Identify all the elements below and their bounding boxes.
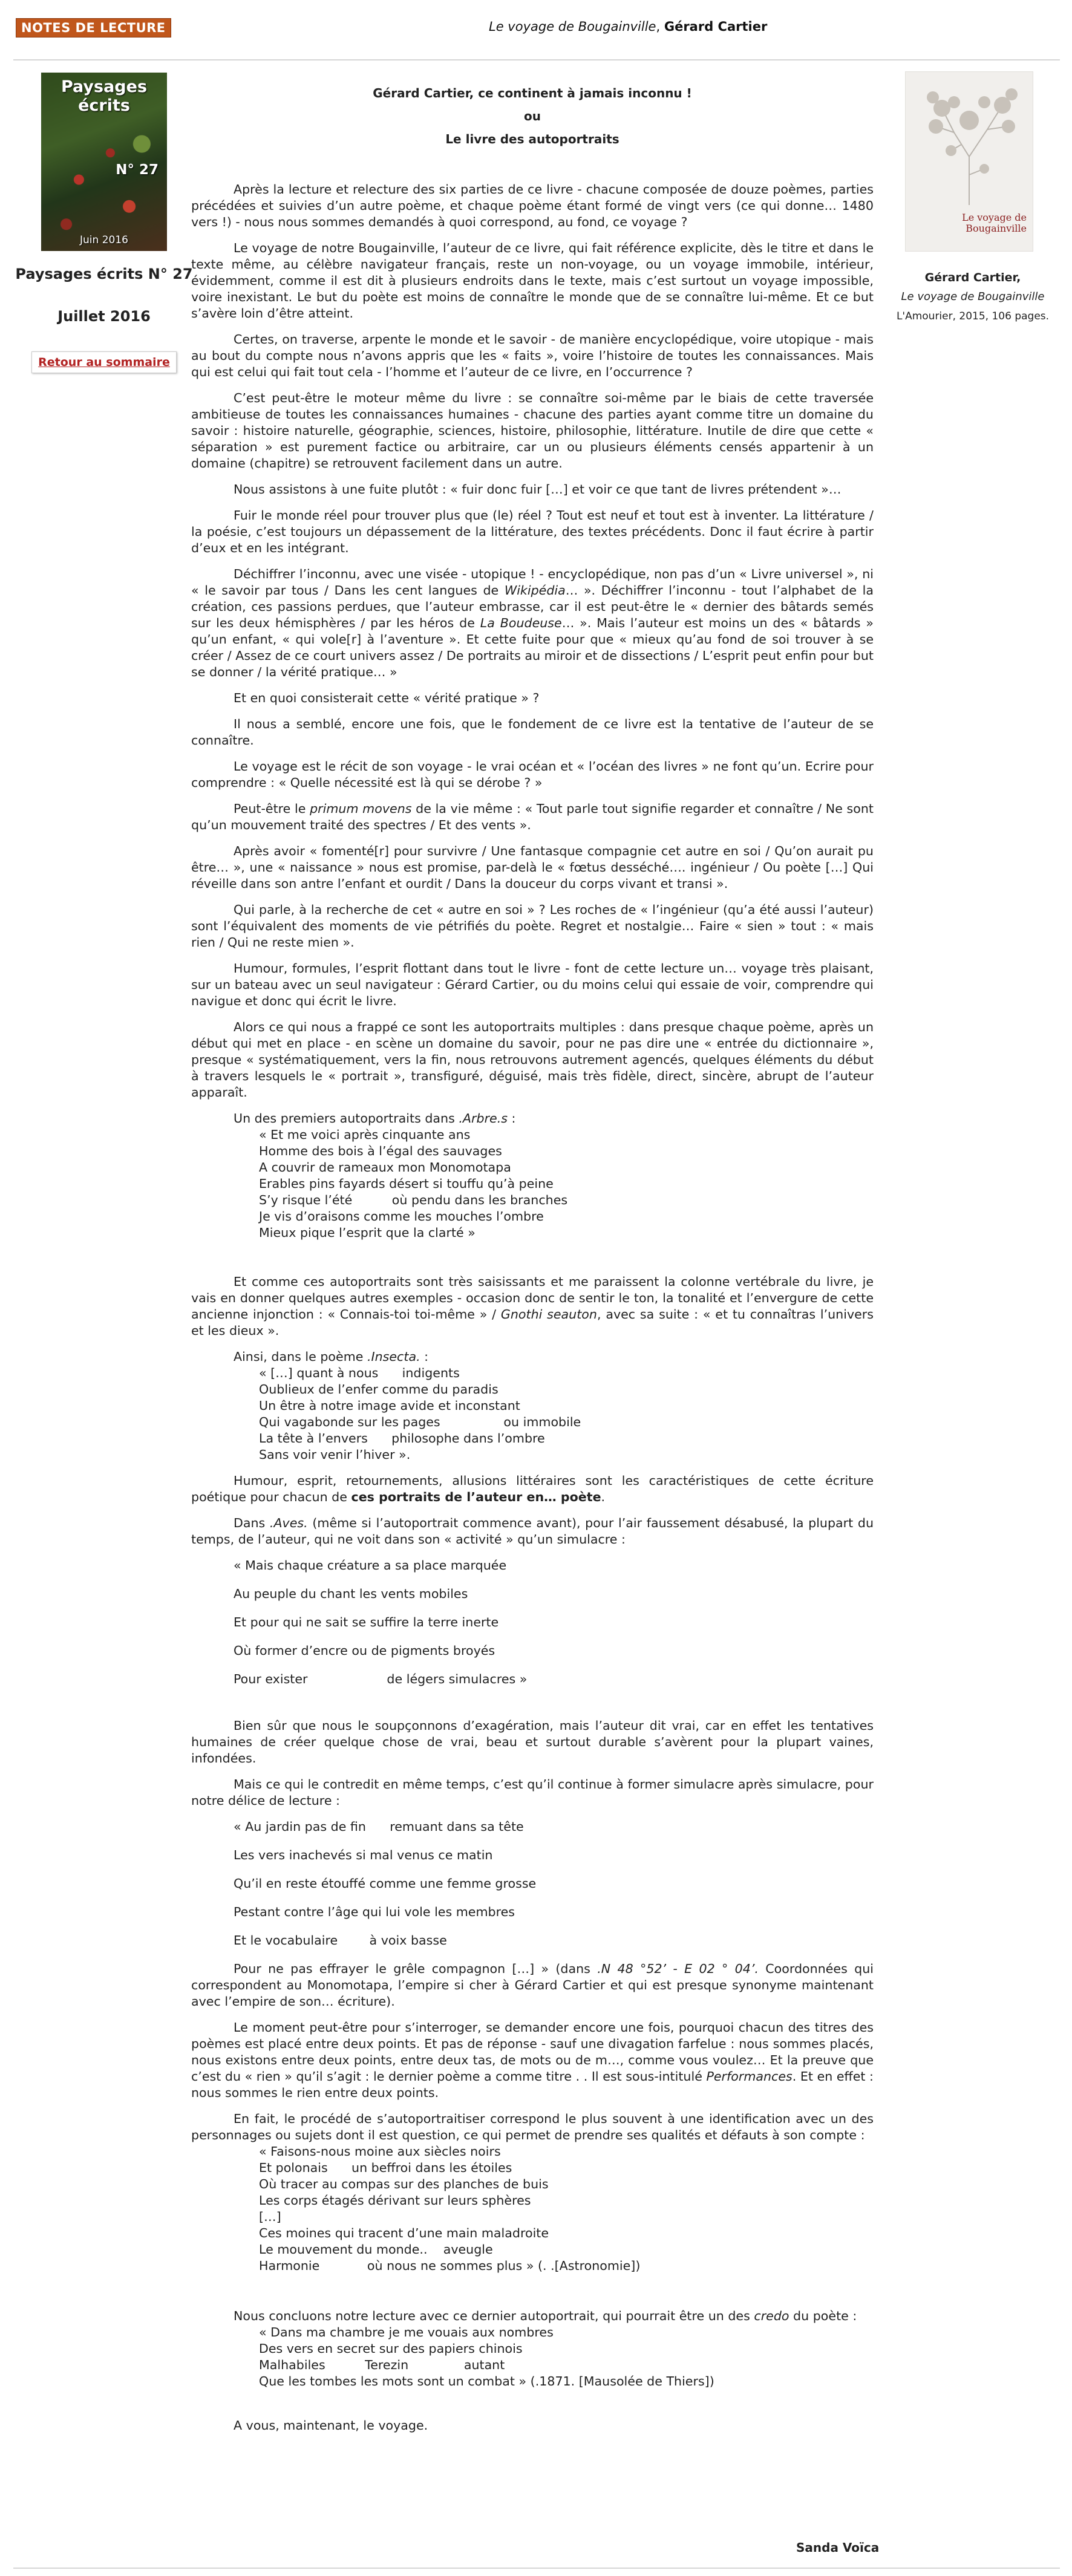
book-ref-author: Gérard Cartier [664,19,768,34]
paragraph: Le voyage de notre Bougainville, l’auteur de ce livre, qui fait référence explicite, dès le titre et dans le texte même, au célèbre navigateur français, reste un non-voyage, ou un voyage immobile, intérieur, évidemment, comme il est dit à plusieurs endroits dans le texte, mais c’est surtout un voyage impossible, voire inexistant. Le but du poète est moins de connaître le monde que de se connaître lui-même. Et ce but s’avère loin d’être atteint. [191,241,874,321]
book-reference [489,19,767,34]
paragraph: Qui parle, à la recherche de cet « autre en soi » ? Les roches de « l’ingénieur (qu’a été aussi l’auteur) sont l’équivalent des moments de vie pétrifiés du poète. Regret et nostalgie… Faire « sien » tout : « mais rien / Qui ne reste mien ». [191,902,874,950]
tree-illustration-icon [918,84,1021,205]
cover-number: N° 27 [116,162,159,178]
paragraph: Peut-être le primum movens de la vie même : « Tout parle tout signifie regarder et connaître / Ne sont qu’un mouvement traité des spectres / Et des vents ». [191,801,874,832]
paragraph: En fait, le procédé de s’autoportraitiser correspond le plus souvent à une identification avec un des personnages ou sujets dont il est question, ce qui permet de prendre ses qualités et défauts à son compte : [191,2111,874,2142]
paragraph: Humour, esprit, retournements, allusions littéraires sont les caractéristiques de cette écriture poétique pour chacun de ces portraits de l’auteur en… poète. [191,1473,874,1504]
paragraph: Après la lecture et relecture des six parties de ce livre - chacune composée de douze poèmes, parties précédées et suivies d’un autre poème, et chaque poème étant formé de vingt vers (ce qui donne… 1480 vers !) - nous nous sommes demandés à quoi correspond, au fond, ce voyage ? [191,182,874,229]
article-title: Gérard Cartier, ce continent à jamais inconnu ! [373,86,692,100]
paragraph: Le moment peut-être pour s’interroger, se demander encore une fois, pourquoi chacun des titres des poèmes est placé entre deux points. Et pas de réponse - sauf une divagation farfelue : nous sommes placés, nous existons entre deux points, entre deux tas, de mots ou de m…, comme vous voulez… Et la preuve que c’est du « rien » qu’il s’agit : le dernier poème a comme titre . . Il est sous-intitulé Performances. Et en effet : nous sommes le rien entre deux points. [191,2020,874,2100]
left-sidebar [13,73,195,373]
article-body [191,85,874,2444]
quote-line: Au peuple du chant les vents mobiles [234,1586,468,1601]
cover-title: Paysages écrits [60,77,148,115]
poem-intro: Un des premiers autoportraits dans .Arbre.s : [234,1111,516,1126]
paragraph: Bien sûr que nous le soupçonnons d’exagération, mais l’auteur dit vrai, car en effet les tentatives humaines de créer quelque chose de vrai, beau et surtout durable s’avèrent pour la plupart vaines, infondées. [191,1718,874,1766]
paragraph: Mais ce qui le contredit en même temps, c’est qu’il continue à former simulacre après simulacre, pour notre délice de lecture : [191,1777,874,1808]
back-to-summary-link[interactable]: Retour au sommaire [31,351,177,373]
issue-date: Juillet 2016 [57,308,151,325]
poem-quote: « Et me voici après cinquante ans Homme des bois à l’égal des sauvages A couvrir de rameaux mon Monomotapa Erables pins fayards désert si touffu qu’à peine S’y risque l’été où pendu dans les branches Je vis d’oraisons comme les mouches l’ombre Mieux pique l’esprit que la clarté » [259,1127,568,1240]
paragraph: Et comme ces autoportraits sont très saisissants et me paraissent la colonne vertébrale du livre, je vais en donner quelques autres exemples - occasion donc de sentir le ton, la tonalité et l’envergure de cette ancienne injonction : « Connais-toi toi-même » / Gnothi seauton, avec sa suite : « et tu connaîtras l’univers et les dieux ». [191,1274,874,1338]
issue-label: Paysages écrits N° 27 [15,266,193,282]
magazine-cover-image[interactable] [41,73,167,251]
paragraph: Après avoir « fomenté[r] pour survivre / Une fantasque compagnie cet autre en soi / Qu’on aurait pu être… », une « naissance » nous est promise, par-delà le « fœtus desséché…. ingénieur / Ou poète […] Qui réveille dans son antre l’enfant et ourdit / Dans la douceur du corps vivant et transi ». [191,844,874,891]
poem-quote: « Dans ma chambre je me vouais aux nombres Des vers en secret sur des papiers chinois Malhabiles Terezin autant Que les tombes les mots sont un combat » (.1871. [Mausolée de Thiers]) [259,2325,714,2389]
paragraph: Dans .Aves. (même si l’autoportrait commence avant), pour l’air faussement désabusé, la plupart du temps, de l’auteur, qui ne voit dans son « activité » qu’un simulacre : [191,1516,874,1547]
quote-line: Et le vocabulaire à voix basse [234,1933,447,1948]
book-ref-title: Le voyage de Bougainville [489,19,656,34]
author-signature: Sanda Voïca [796,2540,880,2555]
book-title: Le voyage de Bougainville [901,290,1045,303]
article-title-block [191,85,874,148]
quote-line: Pestant contre l’âge qui lui vole les membres [234,1905,515,1919]
bottom-divider [13,2568,1060,2569]
book-author: Gérard Cartier, [924,271,1021,284]
right-sidebar [882,71,1064,322]
paragraph: Nous concluons notre lecture avec ce dernier autoportrait, qui pourrait être un des credo du poète : [234,2309,857,2323]
paragraph: Et en quoi consisterait cette « vérité pratique » ? [234,691,540,705]
poem-quote: « Faisons-nous moine aux siècles noirs Et polonais un beffroi dans les étoiles Où tracer au compas sur des planches de buis Les corps étagés dérivant sur leurs sphères […] Ces moines qui tracent d’une main maladroite Le mouvement du monde.. aveugle Harmonie où nous ne sommes plus » (. .[Astronomie]) [259,2144,641,2273]
quote-line: Les vers inachevés si mal venus ce matin [234,1848,493,1862]
paragraph: Alors ce qui nous a frappé ce sont les autoportraits multiples : dans presque chaque poème, après un début qui met en place - en scène un domaine du savoir, pour ne pas dire une « entrée du dictionnaire », presque « systématiquement, vers la fin, nous retrouvons autrement agencés, quelques éléments du début à travers lesquels le « portrait », transfiguré, déguisé, mais très fidèle, direct, sincère, abrupt de l’auteur apparaît. [191,1020,874,1100]
paragraph: Le voyage est le récit de son voyage - le vrai océan et « l’océan des livres » ne font qu’un. Ecrire pour comprendre : « Quelle nécessité est là qui se dérobe ? » [191,759,874,790]
paragraph: C’est peut-être le moteur même du livre : se connaître soi-même par le biais de cette traversée ambitieuse de toutes les connaissances humaines - chacune des parties ayant comme titre un domaine du savoir : histoire naturelle, géographie, sciences, histoire, philosophie, littérature. Inutile de dire que cette « séparation » est purement factice ou arbitraire, car un ou plusieurs éléments censés appartenir à un domaine (chapitre) se retrouvent facilement dans un autre. [191,391,874,471]
quote-line: Et pour qui ne sait se suffire la terre inerte [234,1615,499,1629]
closing-line: A vous, maintenant, le voyage. [234,2418,428,2433]
top-divider [13,59,1060,60]
paragraph: Fuir le monde réel pour trouver plus que (le) réel ? Tout est neuf et tout est à inventer. La littérature / la poésie, c’est toujours un dépassement de la littérature, des textes précédents. Donc il faut écrire à partir d’eux et en les intégrant. [191,508,874,555]
poem-quote: « […] quant à nous indigents Oublieux de l’enfer comme du paradis Un être à notre image avide et inconstant Qui vagabonde sur les pages ou immobile La tête à l’envers philosophe dans l’ombre Sans voir venir l’hiver ». [259,1366,581,1462]
paragraph: Déchiffrer l’inconnu, avec une visée - utopique ! - encyclopédique, non pas d’un « Livre universel », ni « le savoir par tous / Dans les cent langues de Wikipédia… ». Déchiffrer l’inconnu - tout l’alphabet de la création, ces passions perdues, que l’auteur embrasse, car il est peut-être le « dernier des bâtards semés sur les deux hémisphères / par les héros de La Boudeuse… ». Mais l’auteur est moins un des « bâtards » qu’un enfant, « qui vole[r] à l’aventure ». Et cette fuite pour que « mieux qu’au fond de soi trouver à se créer / Assez de ce court univers assez / De portraits au miroir et de dissections / L’esprit peut enfin pour but se donner / la vérité pratique… » [191,567,874,679]
quote-line: « Au jardin pas de fin remuant dans sa tête [234,1819,524,1834]
quote-line: Pour exister de légers simulacres » [234,1672,528,1686]
page-header [0,0,1072,58]
book-cover-image [905,71,1033,252]
article-subtitle: Le livre des autoportraits [445,132,619,146]
quote-line: Où former d’encre ou de pigments broyés [234,1643,495,1658]
paragraph: Il nous a semblé, encore une fois, que le fondement de ce livre est la tentative de l’auteur de se connaître. [191,717,874,748]
paragraph: Pour ne pas effrayer le grêle compagnon […] » (dans .N 48 °52’ - E 02 ° 04’. Coordonnées qui correspondent au Monomotapa, l’empire si cher à Gérard Cartier et qui est presque synonyme maintenant avec l’empire de son… écriture). [191,1961,874,2009]
book-ref-separator: , [656,19,664,34]
poem-intro: Ainsi, dans le poème .Insecta. : [234,1349,429,1364]
quote-line: « Mais chaque créature a sa place marquée [234,1558,507,1573]
article-title-or: ou [524,109,541,123]
quote-line: Qu’il en reste étouffé comme une femme grosse [234,1876,537,1891]
section-tag: NOTES DE LECTURE [16,18,171,37]
paragraph: Nous assistons à une fuite plutôt : « fuir donc fuir […] et voir ce que tant de livres prétendent »… [234,482,842,497]
book-publisher: L'Amourier, 2015, 106 pages. [896,310,1050,322]
paragraph: Humour, formules, l’esprit flottant dans tout le livre - font de cette lecture un… voyage très plaisant, sur un bateau avec un seul navigateur : Gérard Cartier, ou du moins celui qui essaie de voir, comprendre qui navigue et donc qui écrit le livre. [191,961,874,1008]
cover-date: Juin 2016 [80,234,128,246]
paragraph: Certes, on traverse, arpente le monde et le savoir - de manière encyclopédique, voire utopique - mais au bout du compte nous n’avons appris que les « faits », voire l’histoire de toutes les connaissances. Mais qui est celui qui fait tout cela - l’homme et l’auteur de ce livre, en l’occurrence ? [191,332,874,379]
book-cover-title: Le voyage de Bougainville [962,212,1027,234]
